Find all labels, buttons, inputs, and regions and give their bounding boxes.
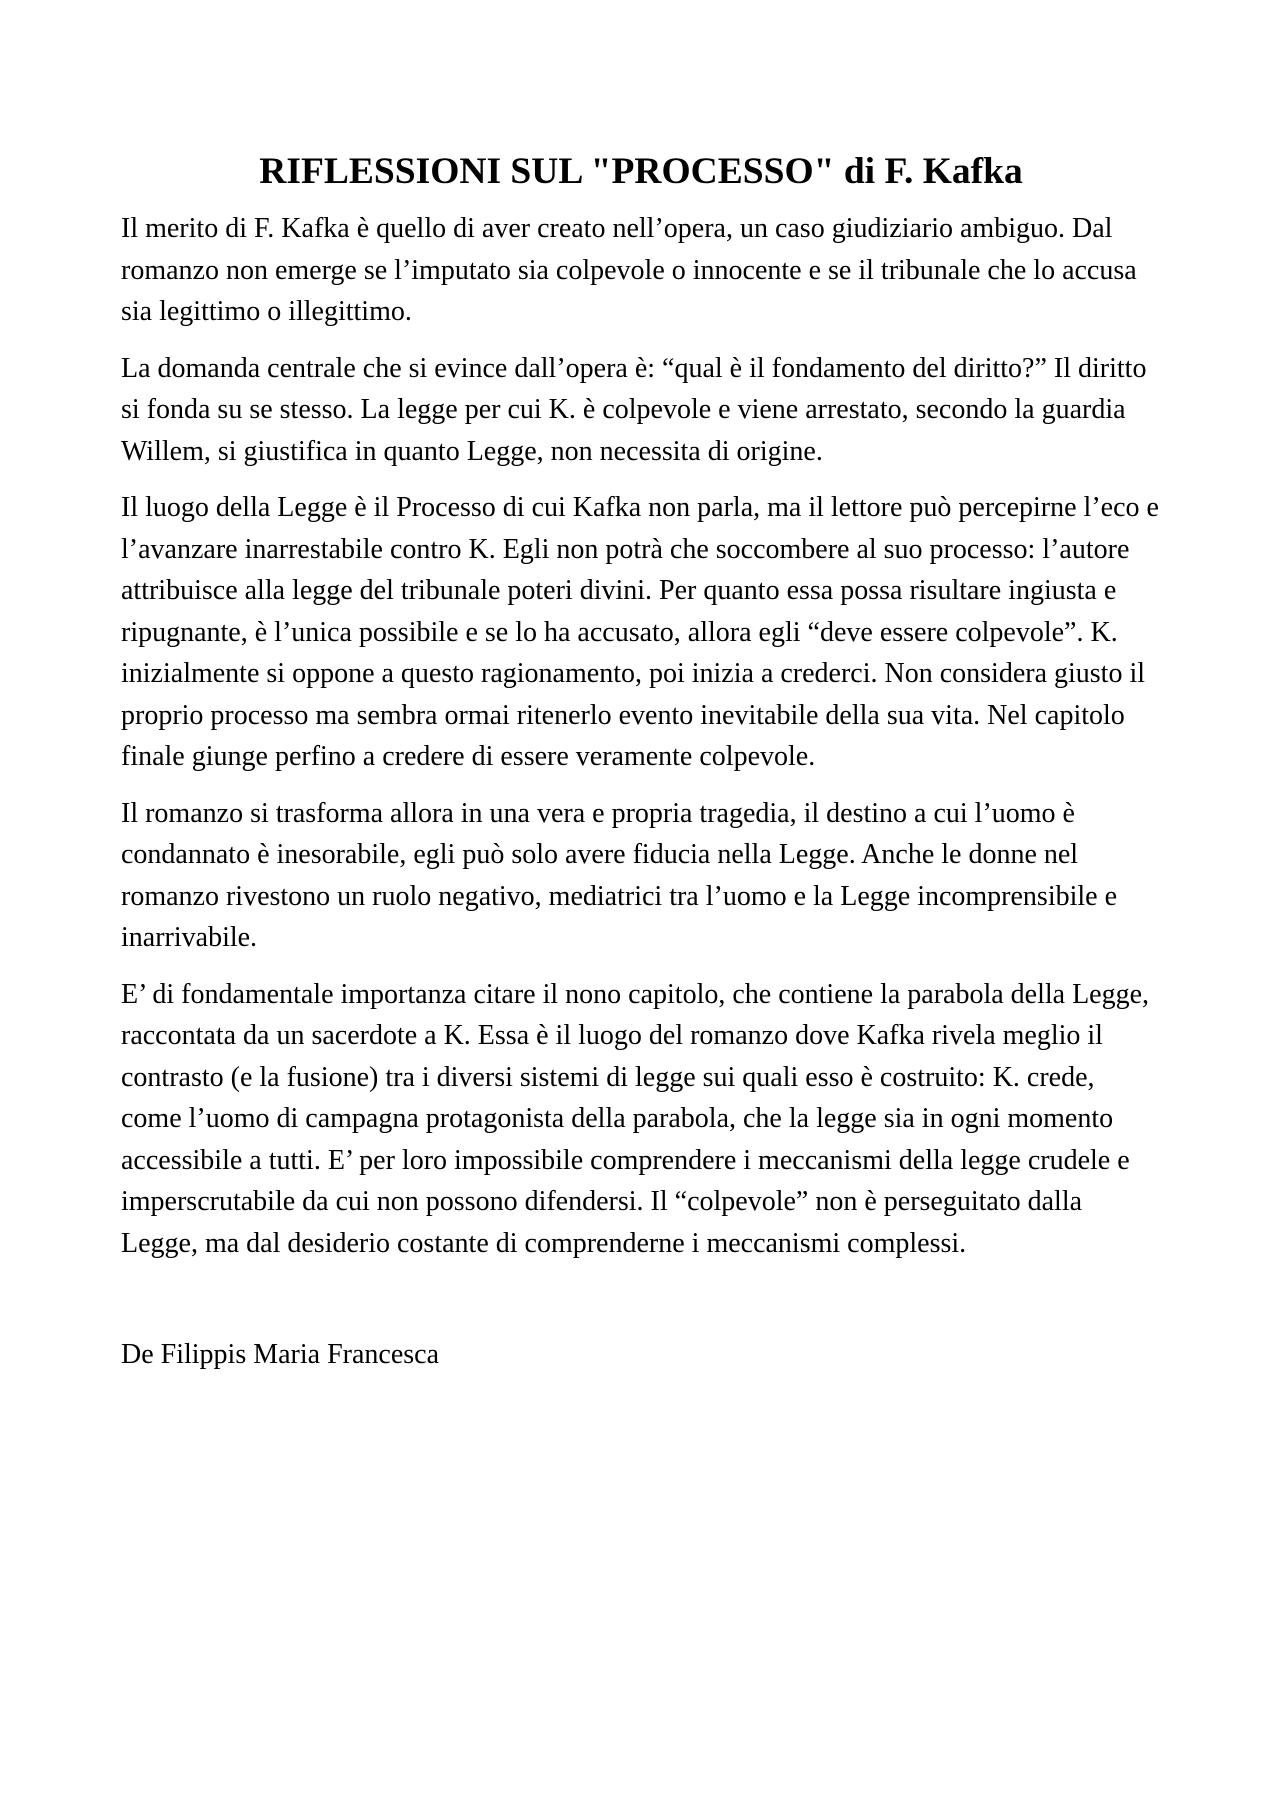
paragraph-4: Il romanzo si trasforma allora in una vera e propria tragedia, il destino a cui l’uomo è condannato è inesorabile, egli può solo avere fiducia nella Legge. Anche le donne nel romanzo rivestono un ruolo negativo, mediatrici tra l’uomo e la Legge incomprensibile e inarrivabile. [121,797,1118,953]
paragraph-3: Il luogo della Legge è il Processo di cui Kafka non parla, ma il lettore può percepirne l’eco e l’avanzare inarrestabile contro K. Egli non potrà che soccombere al suo processo: l’autore attribuisce alla legge del tribunale poteri divini. Per quanto essa possa risultare ingiusta e ripugnante, è l’unica possibile e se lo ha accusato, allora egli “deve essere colpevole”. K. inizialmente si oppone a questo ragionamento, poi inizia a crederci. Non considera giusto il proprio processo ma sembra ormai ritenerlo evento inevitabile della sua vita. Nel capitolo finale giunge perfino a credere di essere veramente colpevole. [121,492,1159,772]
document-title: RIFLESSIONI SUL "PROCESSO" di F. Kafka [259,151,1023,192]
document-body [121,150,1161,1376]
paragraph-1: Il merito di F. Kafka è quello di aver creato nell’opera, un caso giudiziario ambiguo. Dal romanzo non emerge se l’imputato sia colpevole o innocente e se il tribunale che lo accusa sia legittimo o illegittimo. [121,213,1137,327]
paragraph-5: E’ di fondamentale importanza citare il nono capitolo, che contiene la parabola della Legge, raccontata da un sacerdote a K. Essa è il luogo del romanzo dove Kafka rivela meglio il contrasto (e la fusione) tra i diversi sistemi di legge sui quali esso è costruito: K. crede, come l’uomo di campagna protagonista della parabola, che la legge sia in ogni momento accessibile a tutti. E’ per loro impossibile comprendere i meccanismi della legge crudele e imperscrutabile da cui non possono difendersi. Il “colpevole” non è perseguitato dalla Legge, ma dal desiderio costante di comprenderne i meccanismi complessi. [121,978,1150,1259]
author-signature: De Filippis Maria Francesca [121,1339,440,1370]
paragraph-2: La domanda centrale che si evince dall’opera è: “qual è il fondamento del diritto?” Il diritto si fonda su se stesso. La legge per cui K. è colpevole e viene arrestato, secondo la guardia Willem, si giustifica in quanto Legge, non necessita di origine. [121,352,1147,467]
